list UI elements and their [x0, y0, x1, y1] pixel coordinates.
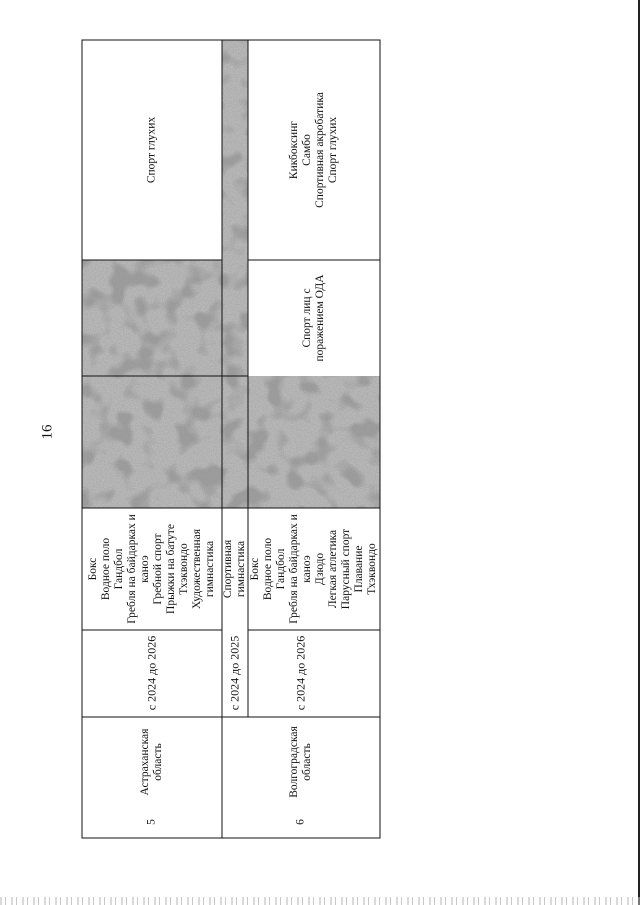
shaded-cell-row6-col5-blotch [248, 376, 380, 508]
scan-artifact-strip [0, 897, 640, 905]
shaded-cell-row5b-blotch [222, 40, 248, 508]
shaded-cell-row5-col6-blotch [82, 260, 222, 508]
